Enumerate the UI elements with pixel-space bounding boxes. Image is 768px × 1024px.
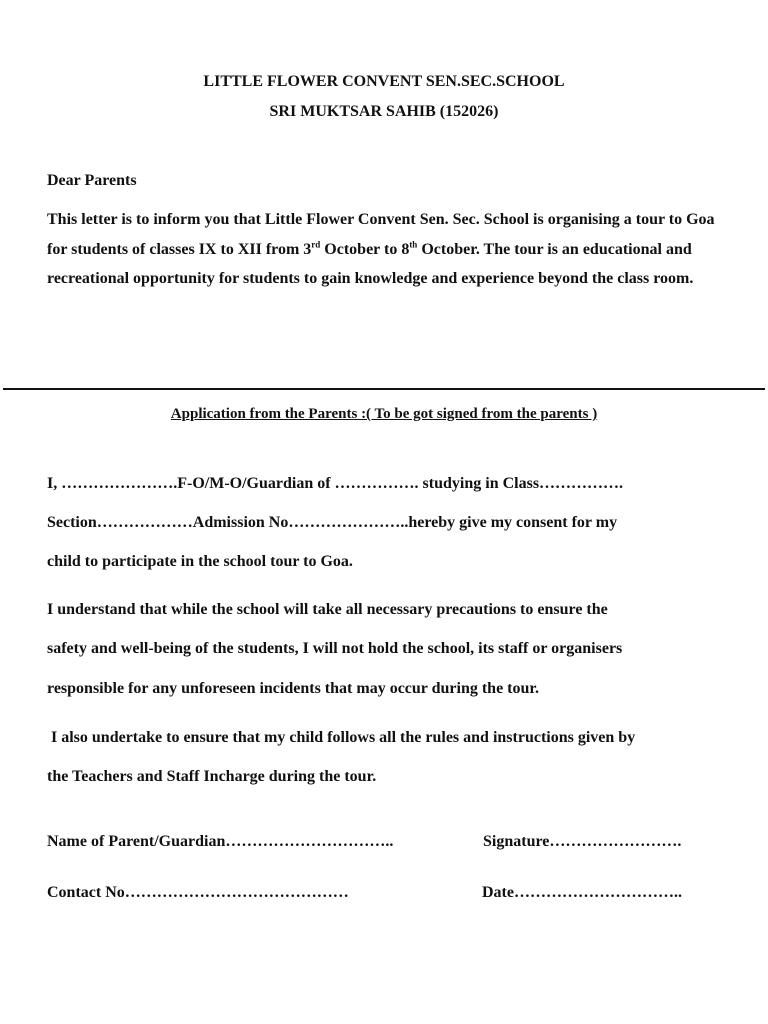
- divider-line: [3, 388, 765, 390]
- undertaking-line-2: safety and well-being of the students, I will not hold the school, its staff or organisers: [47, 640, 623, 657]
- letter-body-text-1: This letter is to inform you that Little Flower Convent Sen. Sec. School is organising a tour to Goa for students of classes IX to XII from 3: [47, 211, 715, 258]
- letter-body-text-3: October. The tour is an educational and recreational opportunity for students to gain knowledge and experience beyond the class room.: [47, 240, 694, 287]
- superscript-th: th: [409, 239, 418, 250]
- consent-line-1: I, ………………….F-O/M-O/Guardian of ……………. studying in Class…………….: [47, 475, 624, 492]
- superscript-rd: rd: [311, 239, 321, 250]
- letter-body-text-2: October to 8: [320, 240, 410, 258]
- salutation: Dear Parents: [47, 172, 137, 189]
- undertaking-line-1: I understand that while the school will take all necessary precautions to ensure the: [47, 601, 608, 618]
- consent-line-3: child to participate in the school tour to Goa.: [47, 553, 353, 570]
- rules-line-1: I also undertake to ensure that my child follows all the rules and instructions given by: [47, 729, 636, 746]
- rules-line-2: the Teachers and Staff Incharge during the tour.: [47, 768, 377, 785]
- school-name: LITTLE FLOWER CONVENT SEN.SEC.SCHOOL: [203, 73, 565, 90]
- application-heading: Application from the Parents :( To be got signed from the parents ): [170, 406, 598, 422]
- consent-line-2: Section………………Admission No…………………..hereby give my consent for my: [47, 514, 618, 531]
- letter-body: [47, 205, 727, 294]
- undertaking-line-3: responsible for any unforeseen incidents that may occur during the tour.: [47, 680, 540, 697]
- signature-field[interactable]: Signature…………………….: [483, 833, 682, 850]
- parent-name-field[interactable]: Name of Parent/Guardian…………………………..: [47, 833, 394, 850]
- date-field[interactable]: Date…………………………..: [482, 884, 682, 901]
- contact-number-field[interactable]: Contact No……………………………………: [47, 884, 349, 901]
- school-address: SRI MUKTSAR SAHIB (152026): [269, 103, 499, 120]
